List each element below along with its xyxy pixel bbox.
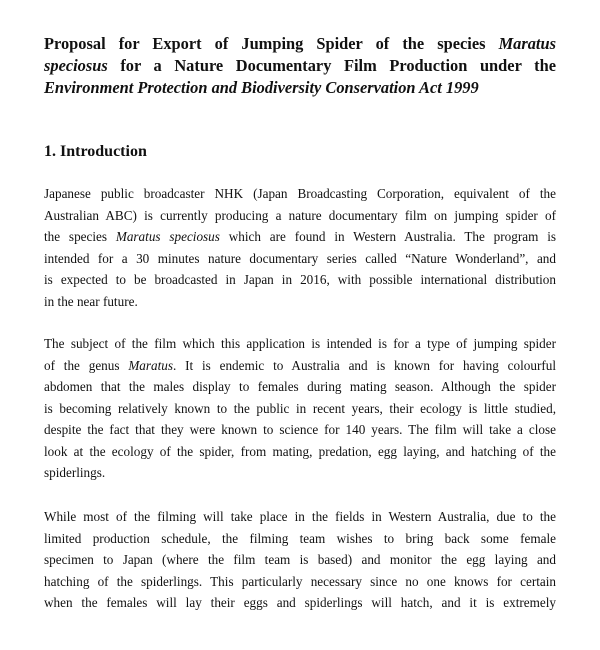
section-heading-introduction: 1. Introduction (44, 143, 147, 160)
title-line-3 (44, 77, 556, 99)
paragraph-line: in the near future. (44, 293, 138, 309)
paragraph-text: which are found in Western Australia. The program is (219, 229, 556, 244)
paragraph-line: hatching of the spiderlings. This particularly necessary since no one knows for certain (44, 573, 556, 589)
paragraph-line: The subject of the film which this application is intended is for a type of jumping spider (44, 336, 556, 351)
genus-name: Maratus (128, 357, 174, 373)
paragraph-line: is becoming relatively known to the public in recent years, their ecology is little studied, (44, 400, 556, 416)
title-genus: Maratus (498, 34, 556, 53)
paragraph-line: despite the fact that they were known to science for 140 years. The film will take a close (44, 422, 556, 437)
paragraph-line: Japanese public broadcaster NHK (Japan Broadcasting Corporation, equivalent of the (44, 186, 556, 201)
paragraph-2 (44, 333, 556, 484)
paragraph-line: look at the ecology of the spider, from mating, predation, egg laying, and hatching of the (44, 443, 556, 459)
paragraph-line: Australian ABC) is currently producing a nature documentary film on jumping spider of (44, 207, 556, 223)
paragraph-line: limited production schedule, the filming team wishes to bring back some female (44, 530, 556, 546)
paragraph-3 (44, 506, 556, 614)
paragraph-line: intended for a 30 minutes nature documentary series called “Nature Wonderland”, and (44, 250, 556, 266)
paragraph-line (44, 226, 556, 248)
paragraph-line: abdomen that the males display to females during mating season. Although the spider (44, 379, 556, 394)
paragraph-line (44, 355, 556, 377)
title-text: Proposal for Export of Jumping Spider of the species (44, 34, 499, 53)
paragraph-line: when the females will lay their eggs and spiderlings will hatch, and it is extremely (44, 595, 556, 610)
title-line-1 (44, 33, 556, 55)
paragraph-text: the species (44, 229, 116, 244)
title-species: speciosus (44, 56, 108, 75)
title-line-2 (44, 55, 556, 77)
document-title (44, 33, 556, 99)
paragraph-line: specimen to Japan (where the film team is based) and monitor the egg laying and (44, 552, 556, 567)
paragraph-text: . It is endemic to Australia and is known for having colourful (173, 357, 556, 373)
title-text: for a Nature Documentary Film Production under the (107, 56, 556, 75)
paragraph-text: of the genus (44, 357, 129, 373)
paragraph-line: is expected to be broadcasted in Japan in 2016, with possible international distribution (44, 272, 556, 287)
paragraph-line: While most of the filming will take place in the fields in Western Australia, due to the (44, 509, 556, 524)
paragraph-line: spiderlings. (44, 465, 106, 480)
paragraph-1 (44, 183, 556, 312)
species-name: Maratus speciosus (115, 229, 220, 244)
title-act-name: Environment Protection and Biodiversity Conservation Act 1999 (44, 78, 479, 97)
